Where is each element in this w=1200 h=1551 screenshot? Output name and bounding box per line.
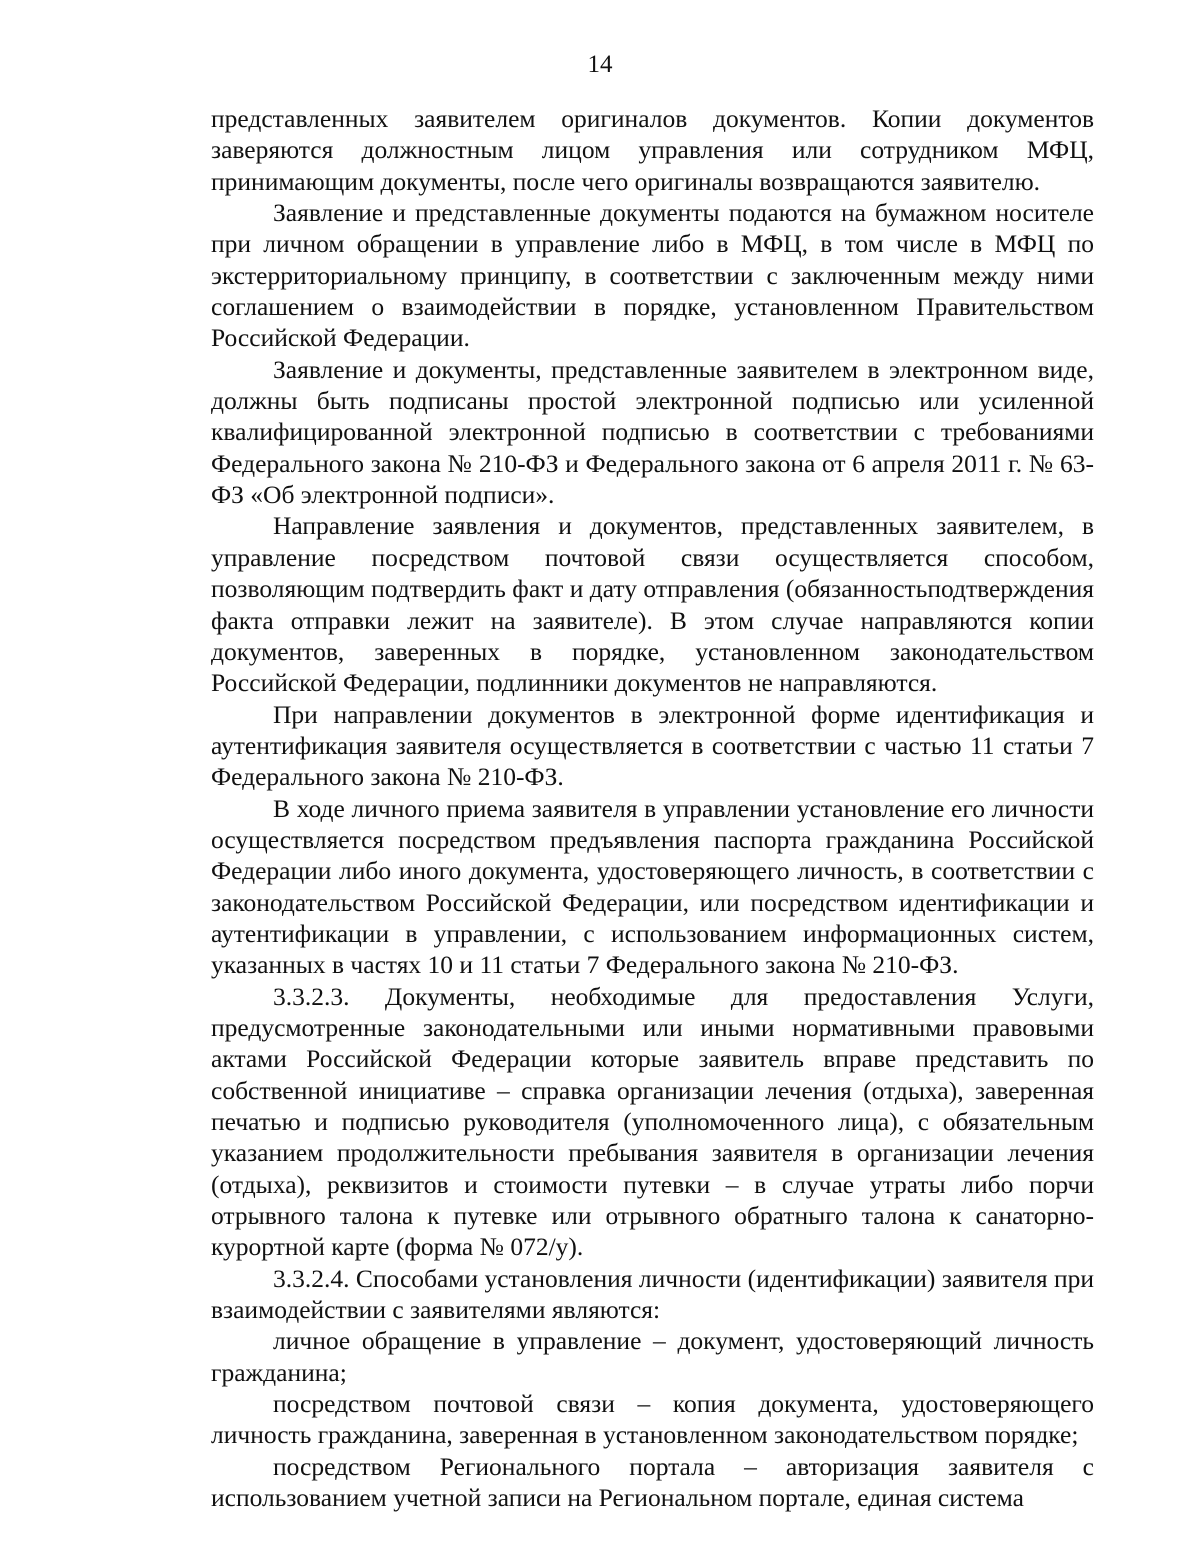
paragraph-continuation: представленных заявителем оригиналов документов. Копии документов заверяются должностным лицом управления или сотрудником МФЦ, принимающим документы, после чего оригиналы возвращаются заявителю.	[211, 104, 1094, 196]
paragraph-postal-submission: Направление заявления и документов, представленных заявителем, в управление посредством почтовой связи осуществляется способом, позволяющим подтвердить факт и дату отправления (обязанностьподтверждения факта отправки лежит на заявителе). В этом случае направляются копии документов, заверенных в порядке, установленном законодательством Российской Федерации, подлинники документов не направляются.	[211, 511, 1094, 698]
paragraph-regional-portal: посредством Регионального портала – авторизация заявителя с использованием учетной записи на Региональном портале, единая система	[211, 1451, 1094, 1513]
page-number: 14	[587, 51, 613, 78]
paragraph-electronic-identification: При направлении документов в электронной форме идентификация и аутентификация заявителя осуществляется в соответствии с частью 11 статьи 7 Федерального закона № 210-ФЗ.	[211, 699, 1094, 792]
paragraph-postal-identification: посредством почтовой связи – копия документа, удостоверяющего личность гражданина, заверенная в установленном законодательством порядке;	[211, 1389, 1094, 1450]
paragraph-personal-reception: В ходе личного приема заявителя в управлении установление его личности осуществляется посредством предъявления паспорта гражданина Российской Федерации либо иного документа, удостоверяющего личность, в соответствии с законодательством Российской Федерации, или посредством идентификации и аутентификации в управлении, с использованием информационных систем, указанных в частях 10 и 11 статьи 7 Федерального закона № 210-ФЗ.	[211, 793, 1094, 980]
paragraph-section-3-3-2-4: 3.3.2.4. Способами установления личности (идентификации) заявителя при взаимодействии с заявителями являются:	[211, 1263, 1094, 1325]
document-body	[211, 103, 1094, 1513]
paragraph-paper-submission: Заявление и представленные документы подаются на бумажном носителе при личном обращении в управление либо в МФЦ, в том числе в МФЦ по экстерриториальному принципу, в соответствии с заключенным между ними соглашением о взаимодействии в порядке, установленном Правительством Российской Федерации.	[211, 198, 1094, 353]
paragraph-personal-appeal: личное обращение в управление – документ, удостоверяющий личность гражданина;	[211, 1326, 1094, 1387]
paragraph-electronic-signature: Заявление и документы, представленные заявителем в электронном виде, должны быть подписаны простой электронной подписью или усиленной квалифицированной электронной подписью в соответствии с требованиями Федерального закона № 210-ФЗ и Федерального закона от 6 апреля 2011 г. № 63-ФЗ «Об электронной подписи».	[211, 354, 1094, 510]
paragraph-section-3-3-2-3: 3.3.2.3. Документы, необходимые для предоставления Услуги, предусмотренные законодательными или иными нормативными правовыми актами Российской Федерации которые заявитель вправе представить по собственной инициативе – справка организации лечения (отдыха), заверенная печатью и подписью руководителя (уполномоченного лица), с обязательным указанием продолжительности пребывания заявителя в организации лечения (отдыха), реквизитов и стоимости путевки – в случае утраты либо порчи отрывного талона к путевке или отрывного обратныго талона к санаторно-курортной карте (форма № 072/у).	[211, 981, 1094, 1262]
